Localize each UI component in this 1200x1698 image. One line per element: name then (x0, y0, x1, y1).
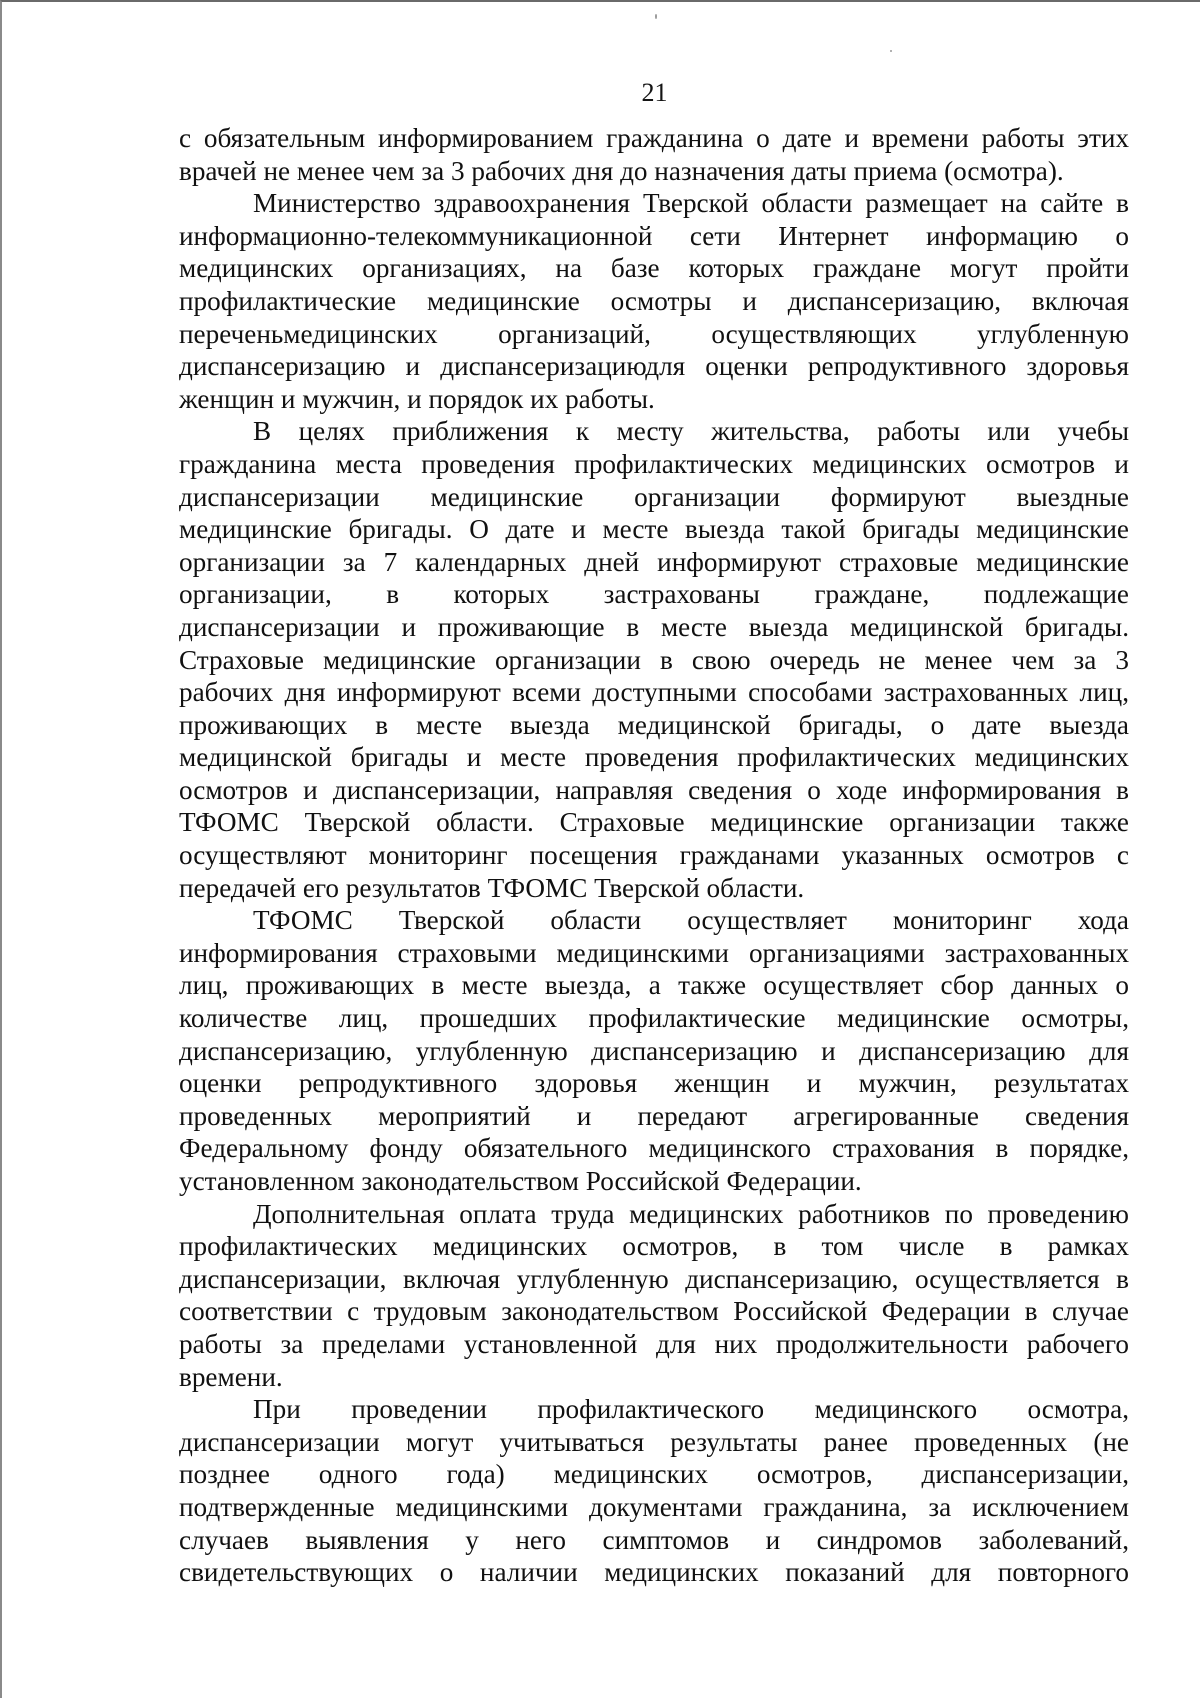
text-line: ТФОМС Тверской области. Страховые медицинские организации также (179, 807, 1129, 838)
text-line: количестве лиц, прошедших профилактические медицинские осмотры, (179, 1003, 1129, 1034)
text-line: диспансеризации могут учитываться результаты ранее проведенных (не (179, 1426, 1129, 1457)
text-line: медицинской бригады и месте проведения профилактических медицинских (179, 742, 1129, 773)
text-line: осуществляют мониторинг посещения гражданами указанных осмотров с (179, 840, 1129, 871)
text-line: передачей его результатов ТФОМС Тверской области. (179, 872, 805, 903)
text-line: проведенных мероприятий и передают агрегированные сведения (179, 1100, 1129, 1131)
page-number: 21 (641, 78, 668, 107)
text-line: случаев выявления у него симптомов и синдромов заболеваний, (179, 1524, 1129, 1555)
text-line: с обязательным информированием гражданина о дате и времени работы этих (179, 123, 1129, 153)
paragraph (179, 1393, 1129, 1589)
text-line: В целях приближения к месту жительства, работы или учебы (253, 416, 1129, 447)
text-line: диспансеризацию и диспансеризациюдля оценки репродуктивного здоровья (179, 351, 1129, 382)
text-line: профилактических медицинских осмотров, в том числе в рамках (179, 1231, 1129, 1262)
text-line: информирования страховыми медицинскими организациями застрахованных (179, 937, 1129, 968)
text-line: позднее одного года) медицинских осмотров, диспансеризации, (179, 1459, 1129, 1490)
scan-speck (890, 50, 892, 52)
text-line: Министерство здравоохранения Тверской области размещает на сайте в (253, 188, 1129, 219)
text-line: проживающих в месте выезда медицинской бригады, о дате выезда (179, 709, 1129, 740)
text-line: диспансеризации, включая углубленную диспансеризацию, осуществляется в (179, 1263, 1129, 1294)
text-line: Дополнительная оплата труда медицинских работников по проведению (253, 1198, 1129, 1229)
text-line: диспансеризации и проживающие в месте выезда медицинской бригады. (179, 611, 1129, 642)
text-line: лиц, проживающих в месте выезда, а также осуществляет сбор данных о (179, 970, 1129, 1001)
text-line: Федеральному фонду обязательного медицинского страхования в порядке, (179, 1133, 1129, 1164)
text-line: медицинские бригады. О дате и месте выезда такой бригады медицинские (179, 514, 1129, 545)
text-line: свидетельствующих о наличии медицинских показаний для повторного (179, 1557, 1129, 1588)
text-line: подтвержденные медицинскими документами гражданина, за исключением (179, 1491, 1129, 1522)
text-line: соответствии с трудовым законодательством Российской Федерации в случае (179, 1296, 1129, 1327)
text-line: установленном законодательством Российской Федерации. (179, 1166, 862, 1196)
text-line: профилактические медицинские осмотры и диспансеризацию, включая (179, 285, 1129, 316)
text-line: времени. (179, 1361, 283, 1392)
text-line: врачей не менее чем за 3 рабочих дня до назначения даты приема (осмотра). (179, 155, 1064, 186)
text-line: оценки репродуктивного здоровья женщин и мужчин, результатах (179, 1068, 1129, 1099)
text-line: организации за 7 календарных дней информируют страховые медицинские (179, 546, 1129, 577)
paragraph (179, 122, 1129, 187)
text-line: осмотров и диспансеризации, направляя сведения о ходе информирования в (179, 774, 1129, 805)
paragraph (179, 1198, 1129, 1394)
text-line: женщин и мужчин, и порядок их работы. (179, 383, 655, 414)
text-line: переченьмедицинских организаций, осуществляющих углубленную (179, 318, 1129, 349)
text-line: диспансеризацию, углубленную диспансеризацию и диспансеризацию для (179, 1035, 1129, 1066)
text-line: медицинских организациях, на базе которых граждане могут пройти (179, 253, 1129, 284)
text-line: организации, в которых застрахованы граждане, подлежащие (179, 579, 1129, 610)
paragraph (179, 187, 1129, 415)
paragraph (179, 904, 1129, 1197)
text-line: информационно-телекоммуникационной сети Интернет информацию о (179, 220, 1129, 251)
scan-speck (655, 14, 657, 19)
text-line: диспансеризации медицинские организации формируют выездные (179, 481, 1129, 512)
paragraph (179, 415, 1129, 904)
text-line: ТФОМС Тверской области осуществляет мониторинг хода (253, 905, 1129, 936)
text-line: гражданина места проведения профилактических медицинских осмотров и (179, 448, 1129, 479)
text-line: Страховые медицинские организации в свою очередь не менее чем за 3 (179, 644, 1129, 675)
body-text (179, 122, 1129, 1589)
text-line: работы за пределами установленной для них продолжительности рабочего (179, 1328, 1129, 1359)
text-line: рабочих дня информируют всеми доступными способами застрахованных лиц, (179, 677, 1129, 708)
text-line: При проведении профилактического медицинского осмотра, (253, 1394, 1129, 1425)
